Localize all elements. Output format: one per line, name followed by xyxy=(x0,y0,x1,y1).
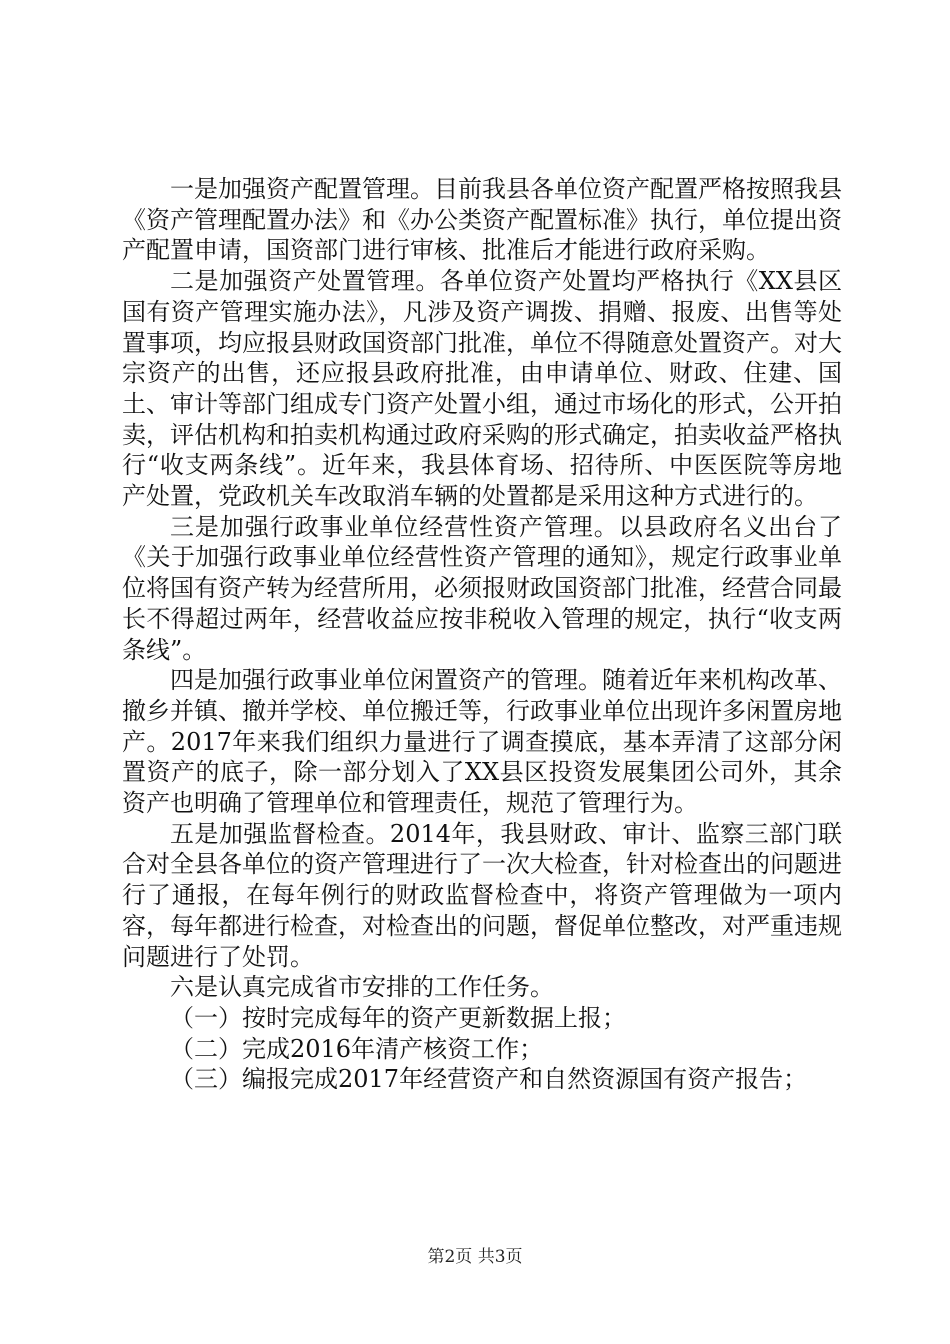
paragraph-operating-assets: 三是加强行政事业单位经营性资产管理。以县政府名义出台了《关于加强行政事业单位经营性资产管理的通知》，规定行政事业单位将国有资产转为经营所用，必须报财政国资部门批准，经营合同最长不得超过两年，经营收益应按非税收入管理的规定，执行“收支两条线”。 xyxy=(122,512,842,664)
paragraph-supervision: 五是加强监督检查。2014年，我县财政、审计、监察三部门联合对全县各单位的资产管理进行了一次大检查，针对检查出的问题进行了通报，在每年例行的财政监督检查中，将资产管理做为一项内容，每年都进行检查，对检查出的问题，督促单位整改，对严重违规问题进行了处罚。 xyxy=(122,819,842,971)
document-body xyxy=(122,174,842,1095)
list-item: （一）按时完成每年的资产更新数据上报； xyxy=(170,1003,626,1032)
page-number-footer: 第2页 共3页 xyxy=(427,1247,523,1267)
list-item: （二）完成2016年清产核资工作； xyxy=(170,1034,544,1063)
list-item: （三）编报完成2017年经营资产和自然资源国有资产报告； xyxy=(170,1065,808,1094)
paragraph-asset-disposal: 二是加强资产处置管理。各单位资产处置均严格执行《XX县区国有资产管理实施办法》，凡涉及资产调拨、捐赠、报废、出售等处置事项，均应报县财政国资部门批准，单位不得随意处置资产。对大宗资产的出售，还应报县政府批准，由申请单位、财政、住建、国土、审计等部门组成专门资产处置小组，通过市场化的形式，公开拍卖，评估机构和拍卖机构通过政府采购的形式确定，拍卖收益严格执行“收支两条线”。近年来，我县体育场、招待所、中医医院等房地产处置，党政机关车改取消车辆的处置都是采用这种方式进行的。 xyxy=(122,267,842,511)
paragraph-idle-assets: 四是加强行政事业单位闲置资产的管理。随着近年来机构改革、撤乡并镇、撤并学校、单位搬迁等，行政事业单位出现许多闲置房地产。2017年来我们组织力量进行了调查摸底，基本弄清了这部分闲置资产的底子，除一部分划入了XX县区投资发展集团公司外，其余资产也明确了管理单位和管理责任，规范了管理行为。 xyxy=(122,666,842,818)
paragraph-asset-allocation: 一是加强资产配置管理。目前我县各单位资产配置严格按照我县《资产管理配置办法》和《办公类资产配置标准》执行，单位提出资产配置申请，国资部门进行审核、批准后才能进行政府采购。 xyxy=(122,175,842,265)
section-heading-tasks: 六是认真完成省市安排的工作任务。 xyxy=(170,973,554,1002)
